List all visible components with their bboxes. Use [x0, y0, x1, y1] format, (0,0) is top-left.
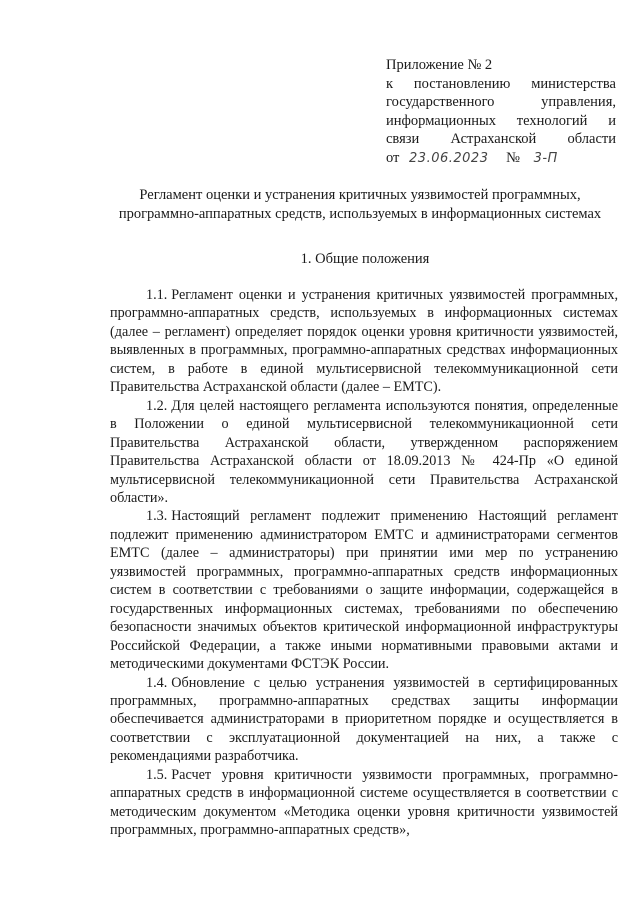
- paragraph-number: 1.2.: [146, 397, 168, 414]
- paragraph-1-4: [110, 674, 618, 766]
- number-sign: №: [506, 149, 520, 166]
- paragraph-number: 1.5.: [146, 766, 168, 783]
- appendix-date-line: [386, 149, 616, 169]
- handwritten-date: 23.06.2023: [409, 150, 489, 166]
- paragraph-number: 1.4.: [146, 674, 168, 691]
- paragraph-text: Настоящий регламент подлежит применению Настоящий регламент подлежит применению администратором ЕМТС и администраторами сегментов ЕМТС (далее – администраторы) при принятии ими мер по устранению уязвимостей программных, программно-аппаратных средств информационных систем в соответствии с требованиями о защите информации, содержащейся в государственных информационных системах, требованиями по обеспечению безопасности значимых объектов критической информационной инфраструктуры Российской Федерации, а также иными нормативными правовыми актами и методическими документами ФСТЭК России.: [110, 508, 618, 673]
- document-title-line-1: Регламент оценки и устранения критичных уязвимостей программных,: [139, 187, 581, 203]
- body-text: [110, 286, 618, 840]
- paragraph-text: Обновление с целью устранения уязвимостей в сертифицированных программных, программно-аппаратных средствах защиты информации обеспечивается администраторами в приоритетном порядке и осуществляется в соответствии с эксплуатационной документацией на них, а также с рекомендациями разработчика.: [110, 674, 618, 765]
- appendix-line-5: связи Астраханской области: [386, 131, 616, 147]
- paragraph-1-3: [110, 507, 618, 673]
- appendix-block: [386, 56, 616, 168]
- appendix-title: Приложение № 2: [386, 57, 493, 73]
- paragraph-1-2: [110, 397, 618, 508]
- document-title-line-2: программно-аппаратных средств, используемых в информационных системах: [118, 206, 602, 222]
- appendix-line-2: к постановлению министерства: [386, 75, 616, 92]
- paragraph-number: 1.1.: [146, 287, 168, 303]
- appendix-line-3: государственного управления,: [386, 94, 616, 110]
- paragraph-text: Регламент оценки и устранения критичных уязвимостей программных, программно-аппаратных средств, используемых в информационных системах (далее – регламент) определяет порядок оценки уровня критичности уязвимостей, выявленных в программных, программно-аппаратных средствах информационных систем, в работе в единой мультисервисной телекоммуникационной сети Правительства Астраханской области (далее – ЕМТС).: [110, 287, 618, 396]
- section-heading: 1. Общие положения: [300, 251, 430, 267]
- paragraph-text: Расчет уровня критичности уязвимости программных, программно-аппаратных средств в информационной системе осуществляется в соответствии с методическим документом «Методика оценки уровня критичности уязвимостей программных, программно-аппаратных средств»,: [110, 766, 618, 839]
- paragraph-number: 1.3.: [146, 508, 168, 525]
- handwritten-number: 3-П: [533, 150, 558, 166]
- paragraph-1-5: [110, 766, 618, 840]
- document-title: [100, 186, 620, 224]
- paragraph-text: Для целей настоящего регламента используются понятия, определенные в Положении о единой мультисервисной телекоммуникационной сети Правительства Астраханской области, утвержденном распоряжением Правительства Астраханской области от 18.09.2013 № 424-Пр «О единой мультисервисной телекоммуникационной сети Правительства Астраханской области».: [110, 397, 618, 506]
- appendix-line-4: информационных технологий и: [386, 112, 616, 129]
- paragraph-1-1: [110, 286, 618, 397]
- date-prefix: от: [386, 149, 400, 166]
